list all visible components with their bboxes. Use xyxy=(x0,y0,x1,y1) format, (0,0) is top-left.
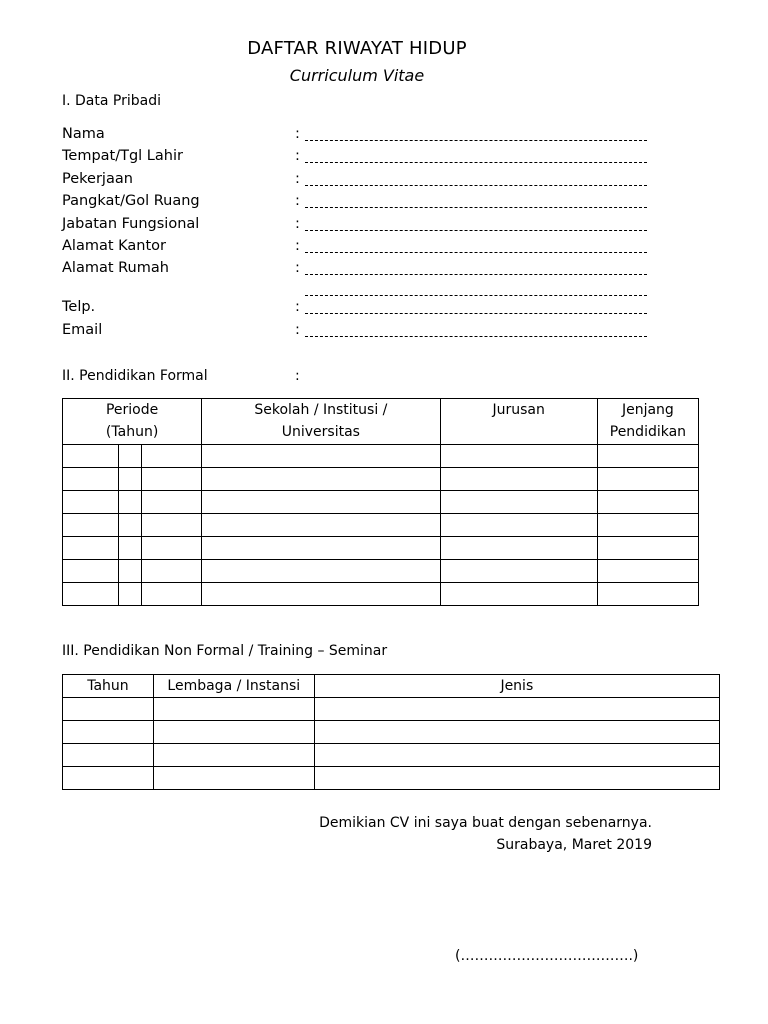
table-cell[interactable] xyxy=(153,767,314,790)
table-cell[interactable] xyxy=(202,514,440,537)
table-cell[interactable] xyxy=(202,537,440,560)
table-cell[interactable] xyxy=(597,560,698,583)
table-cell[interactable] xyxy=(153,698,314,721)
field-colon: : xyxy=(295,299,300,315)
table-header-row xyxy=(63,399,699,445)
field-label: Jabatan Fungsional xyxy=(62,216,200,232)
table-cell[interactable] xyxy=(63,583,119,606)
table-cell[interactable] xyxy=(314,767,719,790)
table-cell[interactable] xyxy=(142,468,202,491)
section-heading-text: II. Pendidikan Formal xyxy=(62,368,208,384)
table-cell[interactable] xyxy=(142,491,202,514)
table-cell[interactable] xyxy=(597,445,698,468)
header-jenjang: Jenjang Pendidikan xyxy=(597,399,698,445)
table-row xyxy=(63,514,699,537)
table-cell[interactable] xyxy=(440,560,597,583)
field-fill-line[interactable] xyxy=(305,336,647,337)
field-fill-line[interactable] xyxy=(305,162,647,163)
table-cell[interactable] xyxy=(597,491,698,514)
table-cell[interactable] xyxy=(202,583,440,606)
table-cell[interactable] xyxy=(142,445,202,468)
table-cell[interactable] xyxy=(119,537,142,560)
nonformal-education-rows xyxy=(63,698,720,790)
table-cell[interactable] xyxy=(63,537,119,560)
header-jurusan: Jurusan xyxy=(440,399,597,445)
header-lembaga: Lembaga / Instansi xyxy=(153,675,314,698)
section-heading-colon: : xyxy=(295,368,300,384)
field-label: Email xyxy=(62,322,103,338)
table-cell[interactable] xyxy=(142,537,202,560)
table-cell[interactable] xyxy=(314,721,719,744)
formal-education-table xyxy=(62,398,699,606)
field-label: Telp. xyxy=(62,299,96,315)
table-cell[interactable] xyxy=(440,491,597,514)
header-tahun: Tahun xyxy=(63,675,154,698)
table-row xyxy=(63,468,699,491)
field-label: Pekerjaan xyxy=(62,171,133,187)
field-colon: : xyxy=(295,260,300,276)
table-cell[interactable] xyxy=(63,698,154,721)
field-fill-line[interactable] xyxy=(305,274,647,275)
table-cell[interactable] xyxy=(119,468,142,491)
field-colon: : xyxy=(295,238,300,254)
section-formal-education-heading xyxy=(62,368,300,384)
header-jenis: Jenis xyxy=(314,675,719,698)
table-cell[interactable] xyxy=(597,514,698,537)
field-label: Pangkat/Gol Ruang xyxy=(62,193,200,209)
table-cell[interactable] xyxy=(142,583,202,606)
table-cell[interactable] xyxy=(142,514,202,537)
table-row xyxy=(63,583,699,606)
field-label: Nama xyxy=(62,126,105,142)
field-fill-line[interactable] xyxy=(305,313,647,314)
nonformal-education-table xyxy=(62,674,720,790)
header-sekolah: Sekolah / Institusi / Universitas xyxy=(202,399,440,445)
table-row xyxy=(63,491,699,514)
table-cell[interactable] xyxy=(202,468,440,491)
signature-placeholder[interactable]: (……………………………….) xyxy=(455,948,639,964)
section-nonformal-education-heading: III. Pendidikan Non Formal / Training – Seminar xyxy=(62,643,388,659)
table-cell[interactable] xyxy=(119,491,142,514)
page-title: DAFTAR RIWAYAT HIDUP xyxy=(247,38,467,59)
table-cell[interactable] xyxy=(63,560,119,583)
field-alamat-rumah-second-line[interactable] xyxy=(305,295,647,296)
table-cell[interactable] xyxy=(119,583,142,606)
section-personal-data-heading: I. Data Pribadi xyxy=(62,93,161,109)
table-cell[interactable] xyxy=(63,491,119,514)
page-subtitle: Curriculum Vitae xyxy=(289,66,425,85)
table-cell[interactable] xyxy=(202,445,440,468)
table-cell[interactable] xyxy=(63,744,154,767)
table-row xyxy=(63,537,699,560)
table-row xyxy=(63,698,720,721)
table-row xyxy=(63,767,720,790)
field-colon: : xyxy=(295,148,300,164)
table-cell[interactable] xyxy=(63,514,119,537)
field-label: Alamat Kantor xyxy=(62,238,166,254)
field-colon: : xyxy=(295,126,300,142)
field-fill-line[interactable] xyxy=(305,230,647,231)
closing-statement: Demikian CV ini saya buat dengan sebenarnya. xyxy=(319,815,652,831)
table-cell[interactable] xyxy=(119,560,142,583)
field-fill-line[interactable] xyxy=(305,252,647,253)
table-cell[interactable] xyxy=(440,583,597,606)
table-cell[interactable] xyxy=(597,468,698,491)
table-cell[interactable] xyxy=(597,537,698,560)
closing-place-date: Surabaya, Maret 2019 xyxy=(496,837,652,853)
table-cell[interactable] xyxy=(63,468,119,491)
table-cell[interactable] xyxy=(440,445,597,468)
header-periode: Periode (Tahun) xyxy=(63,399,202,445)
table-cell[interactable] xyxy=(153,744,314,767)
table-header-row xyxy=(63,675,720,698)
table-cell[interactable] xyxy=(63,767,154,790)
field-colon: : xyxy=(295,322,300,338)
table-cell[interactable] xyxy=(440,537,597,560)
table-row xyxy=(63,445,699,468)
table-cell[interactable] xyxy=(119,514,142,537)
field-colon: : xyxy=(295,216,300,232)
field-label: Alamat Rumah xyxy=(62,260,169,276)
field-colon: : xyxy=(295,171,300,187)
table-cell[interactable] xyxy=(202,491,440,514)
field-colon: : xyxy=(295,193,300,209)
table-row xyxy=(63,744,720,767)
table-cell[interactable] xyxy=(119,445,142,468)
table-cell[interactable] xyxy=(202,560,440,583)
field-fill-line[interactable] xyxy=(305,185,647,186)
table-cell[interactable] xyxy=(142,560,202,583)
table-cell[interactable] xyxy=(63,721,154,744)
table-row xyxy=(63,721,720,744)
table-cell[interactable] xyxy=(440,514,597,537)
table-cell[interactable] xyxy=(314,698,719,721)
table-row xyxy=(63,560,699,583)
field-label: Tempat/Tgl Lahir xyxy=(62,148,183,164)
field-fill-line[interactable] xyxy=(305,140,647,141)
table-cell[interactable] xyxy=(314,744,719,767)
table-cell[interactable] xyxy=(63,445,119,468)
table-cell[interactable] xyxy=(597,583,698,606)
field-fill-line[interactable] xyxy=(305,207,647,208)
table-cell[interactable] xyxy=(153,721,314,744)
formal-education-rows xyxy=(63,445,699,606)
table-cell[interactable] xyxy=(440,468,597,491)
